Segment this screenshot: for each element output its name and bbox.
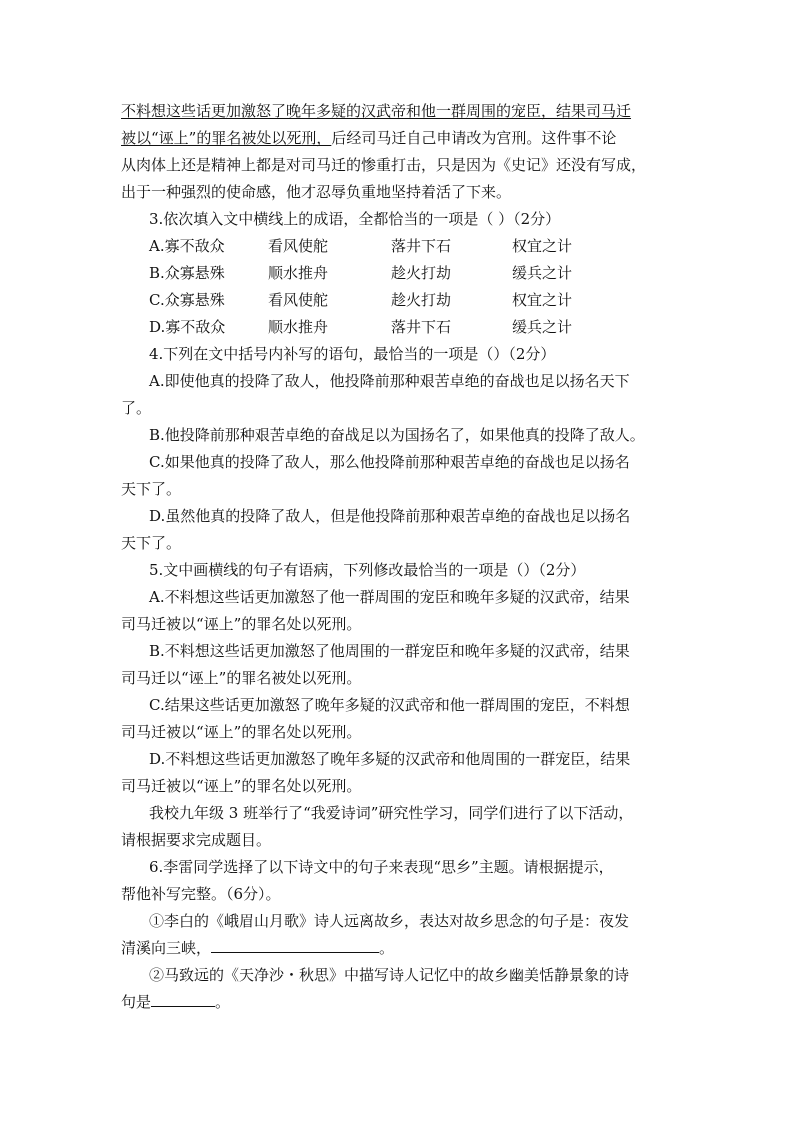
q5-option-c: C.结果这些话更加激怒了晚年多疑的汉武帝和他一群周围的宠臣，不料想 bbox=[149, 696, 630, 714]
underlined-sentence-part1: 不料想这些话更加激怒了晚年多疑的汉武帝和他一群周围的宠臣，结果司马迁 bbox=[121, 102, 632, 120]
q6-item-1-cont bbox=[121, 938, 394, 958]
q6-item-2-text: 句是 bbox=[121, 993, 152, 1011]
q5-option-b: B.不料想这些话更加激怒了他周围的一群宠臣和晚年多疑的汉武帝，结果 bbox=[149, 642, 630, 660]
q5-option-b-cont: 司马迁以“诬上”的罪名被处以死刑。 bbox=[121, 669, 362, 687]
punctuation: 。 bbox=[215, 993, 231, 1011]
activity-intro-cont: 请根据要求完成题目。 bbox=[121, 831, 272, 849]
option-cell: 看风使舵 bbox=[268, 237, 329, 255]
question-6-stem: 6.李雷同学选择了以下诗文中的句子来表现“思乡”主题。请根据提示， bbox=[149, 858, 614, 876]
question-6-stem-cont: 帮他补写完整。（6分）。 bbox=[121, 885, 281, 903]
answer-blank[interactable] bbox=[151, 992, 215, 1007]
passage-line bbox=[121, 128, 616, 148]
q5-option-a: A.不料想这些话更加激怒了他一群周围的宠臣和晚年多疑的汉武帝，结果 bbox=[149, 588, 630, 606]
option-cell: B.众寡悬殊 bbox=[149, 264, 225, 282]
q3-option-d bbox=[149, 317, 572, 337]
q3-option-c bbox=[149, 290, 572, 310]
q3-option-b bbox=[149, 263, 572, 283]
option-cell: 落井下石 bbox=[391, 318, 452, 336]
q4-option-c: C.如果他真的投降了敌人，那么他投降前那种艰苦卓绝的奋战也足以扬名 bbox=[149, 453, 630, 471]
option-cell: D.寡不敌众 bbox=[149, 318, 226, 336]
option-cell: A.寡不敌众 bbox=[149, 237, 225, 255]
option-cell: 落井下石 bbox=[391, 237, 452, 255]
q5-option-c-cont: 司马迁被以“诬上”的罪名处以死刑。 bbox=[121, 723, 362, 741]
option-cell: C.众寡悬殊 bbox=[149, 291, 225, 309]
q6-item-2: ②马致远的《天净沙・秋思》中描写诗人记忆中的故乡幽美恬静景象的诗 bbox=[149, 966, 630, 984]
option-cell: 趁火打劫 bbox=[391, 291, 452, 309]
passage-line: 出于一种强烈的使命感，他才忍辱负重地坚持着活了下来。 bbox=[121, 183, 512, 201]
q5-option-a-cont: 司马迁被以“诬上”的罪名处以死刑。 bbox=[121, 615, 362, 633]
passage-text: 后经司马迁自己申请改为宫刑。这件事不论 bbox=[331, 129, 617, 147]
answer-blank[interactable] bbox=[211, 938, 379, 953]
underlined-sentence-part2: 被以“诬上”的罪名被处以死刑， bbox=[121, 129, 332, 147]
q4-option-b: B.他投降前那种艰苦卓绝的奋战足以为国扬名了，如果他真的投降了敌人。 bbox=[149, 426, 645, 444]
q5-option-d-cont: 司马迁被以“诬上”的罪名处以死刑。 bbox=[121, 777, 362, 795]
option-cell: 缓兵之计 bbox=[512, 318, 573, 336]
option-cell: 顺水推舟 bbox=[268, 318, 329, 336]
q4-option-c-cont: 天下了。 bbox=[121, 480, 182, 498]
option-cell: 权宜之计 bbox=[512, 237, 573, 255]
option-cell: 权宜之计 bbox=[512, 291, 573, 309]
q6-item-2-cont bbox=[121, 992, 230, 1012]
option-cell: 趁火打劫 bbox=[391, 264, 452, 282]
q5-option-d: D.不料想这些话更加激怒了晚年多疑的汉武帝和他周围的一群宠臣，结果 bbox=[149, 750, 631, 768]
activity-intro: 我校九年级 3 班举行了“我爱诗词”研究性学习，同学们进行了以下活动， bbox=[149, 804, 634, 822]
q4-option-d-cont: 天下了。 bbox=[121, 534, 182, 552]
q4-option-a-cont: 了。 bbox=[121, 399, 152, 417]
passage-line: 从肉体上还是精神上都是对司马迁的惨重打击，只是因为《史记》还没有写成， bbox=[121, 156, 647, 174]
q3-option-a bbox=[149, 236, 572, 256]
question-5-stem: 5.文中画横线的句子有语病，下列修改最恰当的一项是（）（2分） bbox=[149, 561, 586, 579]
q6-item-1: ①李白的《峨眉山月歌》诗人远离故乡，表达对故乡思念的句子是：夜发 bbox=[149, 912, 630, 930]
option-cell: 看风使舵 bbox=[268, 291, 329, 309]
question-3-stem: 3.依次填入文中横线上的成语，全都恰当的一项是（ ）（2分） bbox=[149, 210, 561, 228]
option-cell: 缓兵之计 bbox=[512, 264, 573, 282]
option-cell: 顺水推舟 bbox=[268, 264, 329, 282]
passage-line-underlined bbox=[121, 101, 631, 121]
question-4-stem: 4.下列在文中括号内补写的语句，最恰当的一项是（）（2分） bbox=[149, 345, 556, 363]
q4-option-d: D.虽然他真的投降了敌人，但是他投降前那种艰苦卓绝的奋战也足以扬名 bbox=[149, 507, 631, 525]
q4-option-a: A.即使他真的投降了敌人，他投降前那种艰苦卓绝的奋战也足以扬名天下 bbox=[149, 372, 630, 390]
q6-item-1-text: 清溪向三峡， bbox=[121, 939, 212, 957]
punctuation: 。 bbox=[379, 939, 395, 957]
